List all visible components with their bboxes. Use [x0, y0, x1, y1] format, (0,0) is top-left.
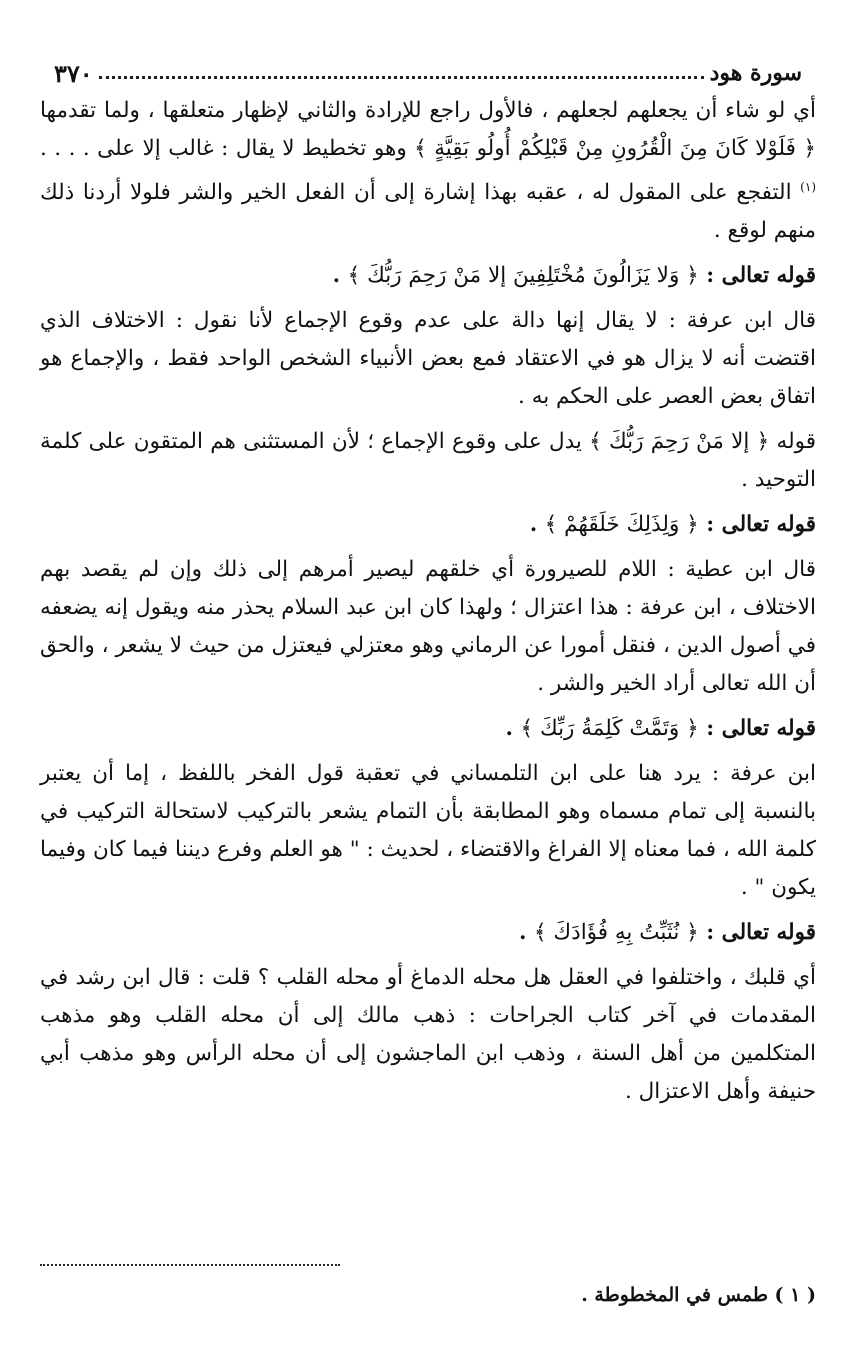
- verse-end: .: [505, 716, 521, 742]
- paragraph-10: [40, 959, 816, 1111]
- paragraph-text: وهو تخطيط لا يقال : غالب إلا على . . . .: [40, 136, 415, 161]
- verse-heading-2: [40, 506, 816, 544]
- quran-verse: ﴿ وَلا يَزَالُونَ مُخْتَلِفِينَ إلا مَنْ رَحِمَ رَبُّكَ ﴾: [347, 263, 699, 289]
- paragraph-4: [40, 423, 816, 499]
- verse-heading-1: [40, 257, 816, 295]
- verse-intro: قوله تعالى :: [698, 512, 816, 538]
- document-page: [40, 56, 816, 1356]
- verse-intro: قوله تعالى :: [698, 920, 816, 946]
- body-text: [40, 92, 816, 1111]
- page-number: ٣٧٠: [54, 58, 93, 88]
- header-leader-dots: [99, 76, 704, 79]
- paragraph-text: أي قلبك ، واختلفوا في العقل هل محله الدماغ أو محله القلب ؟ قلت : قال ابن رشد في المقدمات في آخر كتاب الجراحات : ذهب مالك إلى أن محله القلب وهو مذهب المتكلمين من أهل السنة ، وذهب ابن الماجشون إلى أن محله الرأس وهو مذهب أبي حنيفة وأهل الاعتزال .: [40, 965, 816, 1105]
- paragraph-1: [40, 92, 816, 250]
- verse-intro: قوله تعالى :: [698, 263, 816, 289]
- verse-end: .: [529, 512, 545, 538]
- paragraph-3: [40, 302, 816, 416]
- verse-end: .: [519, 920, 534, 946]
- quran-verse: ﴿ وَتَمَّتْ كَلِمَةُ رَبِّكَ ﴾: [520, 716, 699, 742]
- verse-heading-4: [40, 914, 816, 952]
- footnote-marker: (١): [800, 180, 816, 194]
- paragraph-text: أي لو شاء أن يجعلهم لجعلهم ، فالأول راجع للإرادة والثاني لإظهار متعلقها ، ولما تقدمها: [40, 98, 816, 123]
- running-header: [40, 56, 816, 90]
- quran-verse: ﴿ نُثَبِّتُ بِهِ فُؤَادَكَ ﴾: [533, 920, 699, 946]
- paragraph-text: قال ابن عطية : اللام للصيرورة أي خلقهم ليصير أمرهم إلى ذلك وإن لم يقصد بهم الاختلاف ، ابن عرفة : هذا اعتزال ؛ ولهذا كان ابن عبد السلام يحذر منه ويقول إنه يضعفه في أصول الدين ، فنقل أمورا عن الرماني وهو معتزلي فيعتزل من حيث لا يشعر ، والحق أن الله تعالى أراد الخير والشر .: [40, 557, 816, 697]
- paragraph-6: [40, 551, 816, 703]
- verse-end: .: [332, 263, 348, 289]
- verse-intro: قوله تعالى :: [698, 716, 816, 742]
- paragraph-text: قوله: [769, 429, 816, 455]
- paragraph-text: ابن عرفة : يرد هنا على ابن التلمساني في تعقبة قول الفخر باللفظ ، إما أن يعتبر بالنسبة إلى تمام مسماه وهو المطابقة بأن التمام يشعر بالتركيب لاستحالة التركيب في كلمة الله ، فما معناه إلا الفراغ والاقتضاء ، لحديث : " هو العلم وفرع ديننا فيما كان وفيما يكون " .: [40, 761, 816, 901]
- footnote-separator: [40, 1264, 340, 1266]
- verse-heading-3: [40, 710, 816, 748]
- paragraph-text: يدل على وقوع الإجماع ؛ لأن المستثنى هم المتقون على كلمة التوحيد .: [40, 429, 816, 493]
- paragraph-text: قال ابن عرفة : لا يقال إنها دالة على عدم وقوع الإجماع لأنا نقول : الاختلاف الذي اقتضت أنه لا يزال هو في الاعتقاد فمع بعض الأنبياء الشخص الواحد فقط ، والإجماع هو اتفاق بعض العصر على الحكم به .: [40, 308, 816, 410]
- quran-verse: ﴿ فَلَوْلا كَانَ مِنَ الْقُرُونِ مِنْ قَبْلِكُمْ أُولُو بَقِيَّةٍ ﴾: [414, 136, 816, 161]
- paragraph-8: [40, 755, 816, 907]
- quran-verse: ﴿ إلا مَنْ رَحِمَ رَبُّكَ ﴾: [589, 429, 770, 455]
- paragraph-text: التفجع على المقول له ، عقبه بهذا إشارة إلى أن الفعل الخير والشر فلولا أردنا ذلك منهم لوقع .: [40, 180, 816, 244]
- footnote: ( ١ ) طمس في المخطوطة .: [581, 1284, 816, 1306]
- quran-verse: ﴿ وَلِذَلِكَ خَلَقَهُمْ ﴾: [544, 512, 699, 538]
- surah-name: سورة هود: [709, 60, 802, 86]
